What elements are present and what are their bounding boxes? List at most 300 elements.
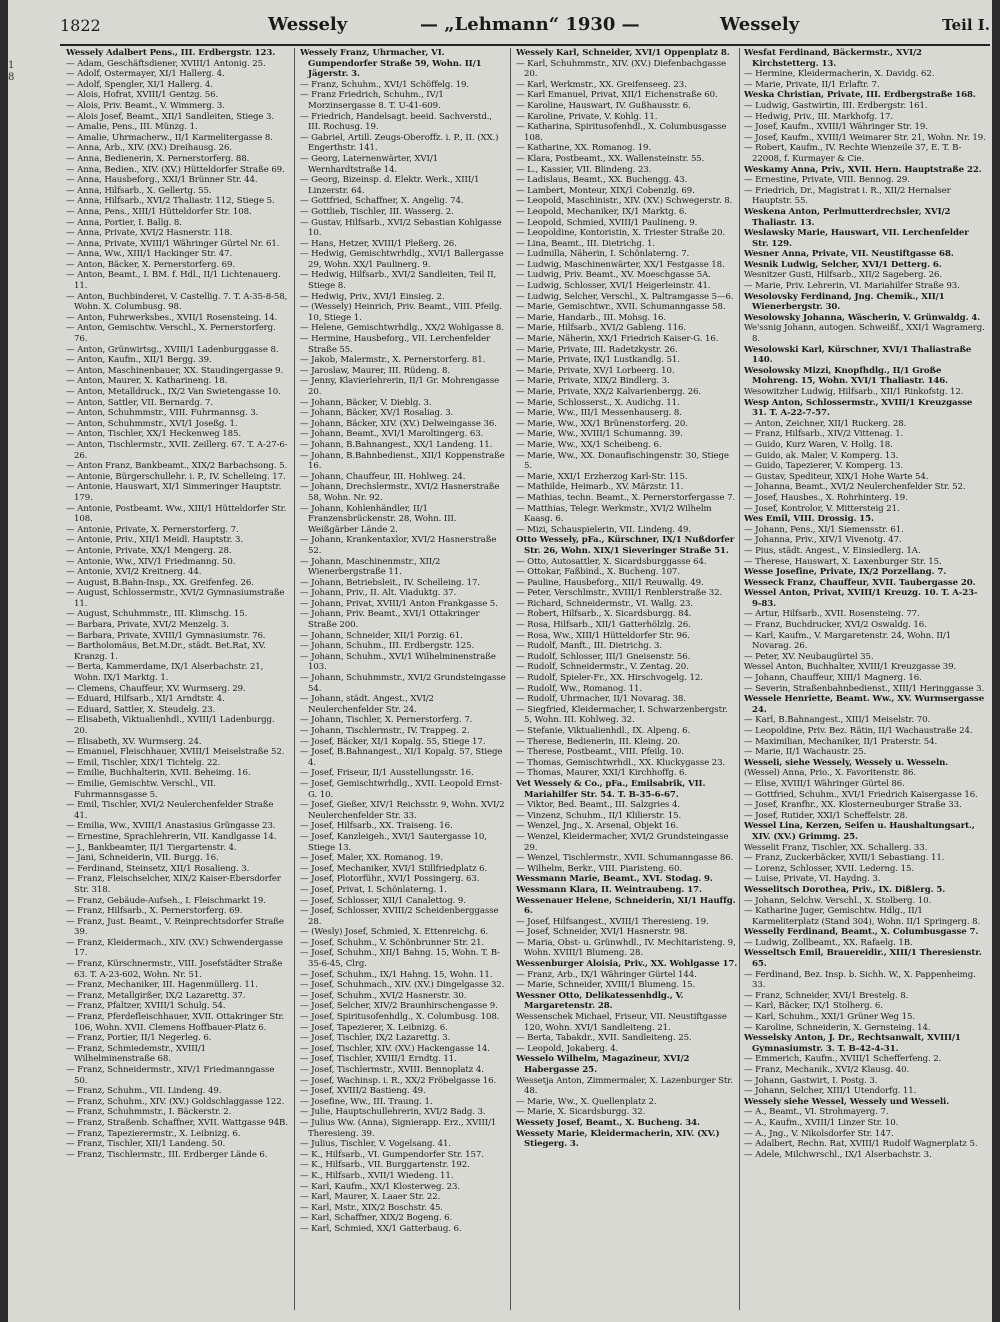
directory-entry: — Karoline, Hauswart, IV. Gußhausstr. 6. bbox=[516, 100, 691, 111]
directory-entry: — Johann, Pens., XI/1 Siemensstr. 61. bbox=[744, 524, 904, 535]
directory-entry: — Rosa, Ww., XIII/1 Hütteldorfer Str. 96. bbox=[516, 630, 690, 641]
directory-entry: Wessenschek Michael, Friseur, VII. Neustiftgasse 120, Wohn. XVI/1 Sandleiteng. 21. bbox=[516, 1012, 727, 1033]
directory-entry: — Rudolf, Ww., Romanog. 11. bbox=[516, 683, 643, 694]
directory-entry: — J., Bankbeamter, II/1 Tiergartenstr. 4. bbox=[66, 842, 237, 853]
directory-entry: — Eduard, Sattler, X. Steudelg. 23. bbox=[66, 704, 216, 715]
directory-entry: — Josef, Hilfsangest., XVIII/1 Theresieng. 19. bbox=[516, 916, 709, 927]
directory-entry: — Pauline, Hausbeforg., XII/1 Reuwallg. 49. bbox=[516, 577, 704, 588]
directory-entry: — Marie, Private, III. Radetzkystr. 26. bbox=[516, 344, 678, 355]
directory-entry: — Anton, Tischlermstr., XVII. Zeillerg. 67. T. A-27-6-26. bbox=[66, 439, 288, 461]
page-header bbox=[60, 14, 990, 42]
directory-entry: Wesfat Ferdinand, Bäckermstr., XVI/2 Kirchstetterg. 13. bbox=[744, 48, 922, 69]
directory-entry: — Karl, Kaufm., V. Margaretenstr. 24, Wohn. II/1 Novarag. 26. bbox=[744, 630, 952, 652]
directory-entry: — Wenzel, Tischlermstr., XVII. Schumanngasse 86. bbox=[516, 853, 734, 864]
directory-entry: — Marie, Private, II/1 Erlaftr. 7. bbox=[744, 79, 880, 90]
directory-entry: — Emilia, Ww., XVIII/1 Anastasius Grüngasse 23. bbox=[66, 821, 276, 832]
directory-entry: — Marie, II/1 Wachaustr. 25. bbox=[744, 747, 867, 758]
directory-entry: — Anna, Hausbeforg., XXI/1 Brünner Str. 44. bbox=[66, 175, 258, 186]
running-name-right: Wessely bbox=[720, 14, 800, 35]
directory-entry: — Johann, Bäcker, XV/1 Rosaliag. 3. bbox=[300, 408, 454, 419]
directory-entry: — Anton, Schuhmmstr., VIII. Fuhrmannsg. 3. bbox=[66, 408, 259, 419]
directory-entry: — Josef, Kranfhr., XX. Klosterneuburger Straße 33. bbox=[744, 800, 962, 811]
running-name-left: Wessely bbox=[268, 14, 348, 35]
directory-entry: — Josef, Wachinsp. i. R., XX/2 Fröbelgasse 16. bbox=[300, 1075, 497, 1086]
directory-entry: — Anna, Hilfsarb., XVI/2 Thaliastr. 112, Stiege 5. bbox=[66, 196, 275, 207]
directory-entry: — K., Hilfsarb., VII. Burggartenstr. 192. bbox=[300, 1160, 470, 1171]
directory-entry: — Franz, Portier, II/1 Negerleg. 6. bbox=[66, 1033, 212, 1044]
directory-entry: — Gustav, Spediteur, XIX/1 Hohe Warte 54. bbox=[744, 471, 929, 482]
directory-entry: — Antonie, Ww., XIV/1 Friedmanng. 50. bbox=[66, 556, 236, 567]
directory-entry: Wessenauer Helene, Schneiderin, XI/1 Hauffg. 6. bbox=[516, 895, 736, 917]
directory-entry: — Anna, Bedien., XIV. (XV.) Hütteldorfer Straße 69. bbox=[66, 164, 285, 175]
directory-entry: Wesolovsky Ferdinand, Jng. Chemik., XII/1 Wienerbergstr. 30. bbox=[744, 291, 945, 313]
directory-entry: — Adam, Geschäftsdiener, XVIII/1 Antonig. 25. bbox=[66, 58, 266, 69]
directory-entry: We'ssnig Johann, autogen. Schweißf., XXI/1 Wagramerg. 8. bbox=[744, 323, 985, 345]
directory-entry: — (Wesly) Josef, Schmied, X. Ettenreichg. 6. bbox=[300, 927, 489, 938]
directory-entry: — Rudolf, Schlosser, III/1 Gneisenstr. 56. bbox=[516, 651, 691, 662]
directory-entry: — Hermine, Hausbeforg., VII. Lerchenfelder Straße 55. bbox=[300, 334, 491, 355]
directory-entry: — Johanna, Beamt., XVI/2 Neulerchenfelder Str. 52. bbox=[744, 482, 966, 493]
column-1 bbox=[66, 48, 288, 1310]
directory-entry: — Emilie, Gemischtw. Verschl., VII. Fuhrmannsgasse 5. bbox=[66, 778, 216, 800]
directory-entry: Wessenburger Aloisia, Priv., XX. Wohlgasse 17. bbox=[516, 959, 738, 970]
directory-entry: — Stefanie, Viktualienhdl., IX. Alpeng. 6. bbox=[516, 726, 691, 736]
directory-entry: — Franz, Schuhm., XVI/1 Schöffelg. 19. bbox=[300, 79, 469, 90]
directory-entry: — Antonie, Priv., XII/1 Meidl. Hauptstr. 3. bbox=[66, 535, 244, 546]
directory-entry: — Karl, Werkmstr., XX. Greifenseeg. 23. bbox=[516, 79, 687, 90]
directory-entry: — Guido, Kurz Waren, V. Hollg. 18. bbox=[744, 439, 893, 450]
directory-entry: — Mathilde, Heimarb., XV. Märzstr. 11. bbox=[516, 482, 684, 493]
directory-entry: — Lorenz, Schlosser, XVII. Lederng. 15. bbox=[744, 863, 914, 874]
directory-entry: — Ludwig, Selcher, Verschl., X. Paltramgasse 5—6. bbox=[516, 291, 734, 302]
directory-entry: — Johann, B.Bahnangest., XX/1 Landeng. 11. bbox=[300, 439, 493, 450]
directory-entry: — Karl, Schaffner, XIX/2 Bogeng. 6. bbox=[300, 1213, 453, 1224]
directory-entry: Wessely Karl, Schneider, XVI/1 Oppenplatz 8. bbox=[516, 48, 730, 58]
directory-entry: Wesse Josefine, Private, IX/2 Porzellang. 7. bbox=[744, 567, 947, 578]
directory-entry: — Franz, Arb., IX/1 Währinger Gürtel 144. bbox=[516, 969, 697, 980]
directory-entry: — Friedrich, Dr., Magistrat i. R., XII/2 Hernalser Hauptstr. 55. bbox=[744, 185, 951, 207]
directory-entry: — Anna, Hilfsarb., X. Gellertg. 55. bbox=[66, 185, 212, 196]
directory-entry: — Rudolf, Schneidermstr., V. Zentag. 20. bbox=[516, 662, 689, 673]
directory-entry: — Guido, ak. Maler, V. Komperg. 13. bbox=[744, 450, 899, 461]
directory-entry: — Franz, Schmiedemstr., XVIII/1 Wilhelminenstraße 68. bbox=[66, 1043, 206, 1065]
directory-entry: — Robert, Hilfsarb., X. Sicardsburgg. 84. bbox=[516, 609, 692, 620]
column-3 bbox=[516, 48, 738, 1310]
directory-entry: — Josef, Tischlermstr., XVIII. Bennoplatz 4. bbox=[300, 1065, 484, 1075]
directory-entry: — Josef, Maler, XX. Romanog. 19. bbox=[300, 853, 443, 864]
directory-entry: — Franz, Tischler, XII/1 Landeng. 50. bbox=[66, 1139, 226, 1150]
directory-entry: — Karl, Bäcker, IX/1 Stolherg. 6. bbox=[744, 1001, 883, 1012]
directory-entry: — Friedrich, Handelsagt. beeid. Sachverstd., III. Rochusg. 19. bbox=[300, 111, 493, 133]
directory-entry: — Johann, Schuhm., XVI/1 Wilhelminenstraße 103. bbox=[300, 651, 496, 673]
column-2 bbox=[300, 48, 506, 1310]
directory-entry: — A., Beamt., VI. Strohmayerg. 7. bbox=[744, 1107, 889, 1118]
directory-entry: — Therese, Postbeamt., VIII. Pfeilg. 10. bbox=[516, 747, 684, 758]
directory-entry: — Karoline, Private, V. Kohlg. 11. bbox=[516, 111, 658, 122]
directory-entry: — Wilhelm, Berkr., VIII. Piaristeng. 60. bbox=[516, 863, 683, 874]
directory-entry: — Leopoldine, Kontoristin, X. Triester Straße 20. bbox=[516, 228, 725, 239]
directory-entry: — Franz Friedrich, Schuhm., IV/1 Morzinsergasse 8. T. U-41-609. bbox=[300, 90, 444, 111]
directory-entry: Wesselsky Anton, J. Dr., Rechtsanwalt, XVIII/1 Gymnasiumstr. 3. T. B-42-4-31. bbox=[744, 1033, 961, 1054]
directory-entry: Wesnik Ludwig, Selcher, XVI/1 Detterg. 6. bbox=[744, 259, 942, 270]
directory-entry: — Robert, Kaufm., IV. Rechte Wienzeile 37, E. T. B-22008, f. Kurmayer & Cie. bbox=[744, 143, 962, 164]
directory-entry: Wessetja Anton, Zimmermaler, X. Lazenburger Str. 48. bbox=[516, 1075, 733, 1097]
directory-entry: — Berta, Kammerdame, IX/1 Alserbachstr. 21, Wohn. IX/1 Marktg. 1. bbox=[66, 662, 264, 684]
directory-entry: — Anton, Sattler, VII. Bernardg. 7. bbox=[66, 397, 213, 408]
directory-entry: Wessely Franz, Uhrmacher, VI. Gumpendorfer Straße 59, Wohn. II/1 Jägerstr. 3. bbox=[300, 48, 482, 80]
directory-entry: — Johann, Selchw. Verschl., X. Stolberg. 10. bbox=[744, 895, 932, 906]
directory-entry: — Josef, Schneider, XVI/1 Hasnerstr. 98. bbox=[516, 927, 688, 938]
directory-entry: — Elisabeth, Viktualienhdl., XVIII/1 Ladenburgg. 20. bbox=[66, 715, 275, 736]
directory-entry: — Elise, XVIII/1 Währinger Gürtel 86. bbox=[744, 778, 905, 789]
directory-entry: — Anna, Private, XVI/2 Hasnerstr. 118. bbox=[66, 228, 233, 239]
directory-entry: — Marie, Ww., X. Quellenplatz 2. bbox=[516, 1096, 657, 1107]
directory-entry: Wesp Anton, Schlossermstr., XVIII/1 Kreuzgasse 31. T. A-22-7-57. bbox=[744, 397, 973, 419]
directory-entry: — Marie, Handarb., III. Mohsg. 16. bbox=[516, 312, 667, 323]
directory-entry: — Thomas, Maurer, XXI/1 Kirchhoffg. 6. bbox=[516, 768, 687, 779]
directory-entry: — Franz, Mechanik., XVI/2 Klausg. 40. bbox=[744, 1065, 910, 1075]
directory-entry: — Josef, Kanzleigeh., XVI/1 Sautergasse 10, Stiege 13. bbox=[300, 831, 487, 853]
directory-entry: — Franz, Tischlermstr., III. Erdberger Lände 6. bbox=[66, 1149, 268, 1160]
directory-entry: — Johann, Beamt., XVI/1 Maroltingerg. 63. bbox=[300, 429, 484, 440]
directory-entry: — Ludwig, Zollbeamt., XX. Rafaelg. 1B. bbox=[744, 937, 913, 948]
directory-entry: — Richard, Schneidermstr., VI. Wallg. 23. bbox=[516, 598, 694, 609]
directory-entry: — Josef, Schuhmach., XIV. (XV.) Dingelgasse 32. bbox=[300, 980, 505, 991]
directory-entry: — Anton, Grünwirtsg., XVIII/1 Ladenburggasse 8. bbox=[66, 344, 279, 355]
directory-entry: — Antonie, Private, XX/1 Mengerg. 28. bbox=[66, 545, 232, 556]
directory-entry: — Rudolf, Manft., III. Dietrichg. 3. bbox=[516, 641, 662, 652]
directory-entry: Wes Emil, VIII. Drossig. 15. bbox=[744, 514, 874, 525]
directory-entry: — Karl, B.Bahnangest., XIII/1 Meiselstr. 70. bbox=[744, 715, 931, 726]
directory-entry: — Franz, Mechaniker, III. Hagenmüllerg. 11. bbox=[66, 980, 258, 991]
directory-entry: — Peter, XV. Neubaugürtel 35. bbox=[744, 651, 874, 662]
directory-entry: — Johann, Priv., II. Alt. Viaduktg. 37. bbox=[300, 588, 457, 599]
directory-entry: Wessel Lina, Kerzen, Seifen u. Haushaltungsart., XIV. (XV.) Grimmg. 25. bbox=[744, 821, 975, 842]
directory-entry: — Jakob, Malermstr., X. Pernerstorferg. 81. bbox=[300, 355, 486, 366]
directory-entry: — Hans, Hetzer, XVIII/1 Pleßerg. 26. bbox=[300, 238, 457, 249]
directory-entry: — Franz, Schuhmmstr., I. Bäckerstr. 2. bbox=[66, 1107, 232, 1118]
directory-entry: — Ladislaus, Beamt., XX. Buchengg. 43. bbox=[516, 175, 688, 186]
directory-entry: Wessner Otto, Delikatessenhdlg., V. Margaretenstr. 28. bbox=[516, 990, 684, 1012]
directory-entry: — Emmerich, Kaufm., XVIII/1 Schefferfeng. 2. bbox=[744, 1054, 942, 1065]
directory-entry: — Antonie, Private, X. Pernerstorferg. 7. bbox=[66, 524, 239, 535]
directory-entry: Weskamy Anna, Priv., XVII. Hern. Hauptstraße 22. bbox=[744, 164, 982, 175]
directory-entry: — Josef, Tapezierer, X. Leibnizg. 6. bbox=[300, 1022, 448, 1033]
directory-entry: — Franz, Metallgirßer, IX/2 Lazarettg. 37. bbox=[66, 990, 246, 1001]
directory-entry: — Gottlieb, Tischler, III. Wasserg. 2. bbox=[300, 206, 454, 217]
directory-entry: — Johann, Schuhm., III. Erdbergstr. 125. bbox=[300, 641, 475, 652]
directory-entry: — Franz, Gebäude-Aufseh., I. Fleischmarkt 19. bbox=[66, 895, 266, 906]
directory-entry: — Marie, Ww., XX. Donaufischingenstr. 30, Stiege 5. bbox=[516, 450, 729, 472]
directory-entry: — Severin, Straßenbahnbedienst., XIII/1 Heringgasse 3. bbox=[744, 683, 985, 694]
directory-entry: — Leopold, Mechaniker, IX/1 Marktg. 6. bbox=[516, 206, 687, 217]
directory-entry: — Alois, Hofrat, XVIII/1 Gentzg. 56. bbox=[66, 90, 219, 101]
directory-entry: — Johann, Tischlermstr., IV. Trappeg. 2. bbox=[300, 726, 470, 736]
directory-entry: — Johann, Priv. Beamt., XVI/1 Ottakringer Straße 200. bbox=[300, 609, 480, 631]
directory-entry: — Josef, Plotorführ., XVI/1 Possingerg. 63. bbox=[300, 874, 480, 885]
directory-entry: — Franz, Schuhm., XIV. (XV.) Goldschlaggasse 122. bbox=[66, 1096, 285, 1107]
directory-entry: — Anna, Portier, I. Ballg. 8. bbox=[66, 217, 182, 228]
directory-entry: — Anton, Beamt., I. BM. f. Hdl., II/1 Lichtenauerg. 11. bbox=[66, 270, 281, 292]
directory-entry: — Anton, Buchbinderei, V. Castellig. 7. T. A-35-8-58, Wohn. X. Columbusg. 98. bbox=[66, 291, 288, 313]
directory-entry: — Ferdinand, Bez. Insp. b. Sichh. W., X. Pappenheimg. 33. bbox=[744, 969, 976, 991]
directory-entry: Wessely siehe Wessel, Wessely und Wesseli. bbox=[744, 1096, 950, 1107]
directory-entry: — Franz, Kürschnermstr., VIII. Josefstädter Straße 63. T. A-23-602, Wohn. Nr. 51. bbox=[66, 959, 283, 980]
directory-entry: — August, Schuhmmstr., III. Klimschg. 15. bbox=[66, 609, 248, 620]
directory-entry: — Rosa, Hilfsarb., XII/1 Gatterhölzlg. 26. bbox=[516, 620, 691, 631]
directory-entry: Weska Christian, Private, III. Erdbergstraße 168. bbox=[744, 90, 976, 101]
directory-entry: — Berta, Tabakdr., XVII. Sandleiteng. 25. bbox=[516, 1033, 692, 1044]
directory-entry: Otto Wessely, pFa., Kürschner, IX/1 Nußdorfer Str. 26, Wohn. XIX/1 Sieveringer Straße 51. bbox=[516, 535, 735, 556]
directory-entry: — Emil, Tischler, XIX/1 Tichtelg. 22. bbox=[66, 757, 221, 768]
directory-entry: — Josef, Tischler, IX/2 Lazarettg. 3. bbox=[300, 1033, 451, 1044]
directory-entry: Wesseck Franz, Chauffeur, XVII. Taubergasse 20. bbox=[744, 577, 976, 588]
directory-entry: — Clemens, Chauffeur, XV. Wurmserg. 29. bbox=[66, 683, 246, 694]
directory-entry: — Amalie, Uhrmacherw., II/1 Karmelitergasse 8. bbox=[66, 132, 273, 143]
column-divider bbox=[739, 48, 740, 1310]
directory-entry: — Anton, Kaufm., XII/1 Bergg. 39. bbox=[66, 355, 212, 366]
directory-entry: — Guido, Tapezierer, V. Komperg. 13. bbox=[744, 461, 903, 472]
directory-entry: — Ludwig, Schlosser, XVI/1 Heigerleinstr. 41. bbox=[516, 281, 711, 292]
directory-page bbox=[8, 0, 992, 1322]
directory-entry: — Maria, Obst- u. Grünwhdl., IV. Mechitaristeng. 9, Wohn. XVIII/1 Blumeng. 28. bbox=[516, 937, 736, 959]
directory-entry: — Wenzel, Jng., X. Arsenal, Objekt 16. bbox=[516, 821, 679, 832]
directory-entry: — Jani, Schneiderin, VII. Burgg. 16. bbox=[66, 853, 219, 864]
directory-entry: — Josef, Tischler, XIV. (XV.) Hackengasse 14. bbox=[300, 1043, 490, 1054]
directory-entry: Wessel Anton, Privat, XVIII/1 Kreuzg. 10. T. A-23-9-83. bbox=[744, 588, 978, 609]
directory-entry: — Josef, Kontrolor, V. Mittersteig 21. bbox=[744, 503, 900, 514]
directory-entry: — Josef, XVIII/2 Bastieng. 49. bbox=[300, 1086, 426, 1097]
directory-entry: — Marie, Private, XX/2 Kalvarienbergg. 26. bbox=[516, 387, 701, 397]
directory-entry: — Barbara, Private, XVIII/1 Gymnasiumstr. 76. bbox=[66, 630, 266, 641]
directory-entry: — Jenny, Klavierlehrerin, II/1 Gr. Mohrengasse 20. bbox=[300, 376, 500, 397]
directory-entry: — Anton Franz, Bankbeamt., XIX/2 Barbachsong. 5. bbox=[66, 461, 288, 472]
directory-entry: — Leopold, Maschinistr., XIV. (XV.) Schwegerstr. 8. bbox=[516, 196, 733, 207]
directory-entry: — Maximilian, Mechaniker, II/1 Praterstr. 54. bbox=[744, 736, 938, 747]
directory-entry: — Hedwig, Hilfsarb., XVI/2 Sandleiten, Teil II, Stiege 8. bbox=[300, 270, 497, 292]
directory-entry: — Marie, Private, IX/1 Lustkandlg. 51. bbox=[516, 355, 680, 366]
directory-entry: — L., Kassier, VII. Blindeng. 23. bbox=[516, 164, 652, 175]
directory-entry: — Marie, Private, XV/1 Lorbeerg. 10. bbox=[516, 365, 675, 376]
directory-entry: Wessmann Marie, Beamt., XVI. Stodag. 9. bbox=[516, 874, 713, 885]
directory-entry: — Franz, Schneidermstr., XIV/1 Friedmanngasse 50. bbox=[66, 1065, 275, 1086]
directory-entry: — Karl, Schuhmmstr., XIV. (XV.) Diefenbachgasse 20. bbox=[516, 58, 727, 80]
directory-entry: — Johann, Maschinenmstr., XII/2 Wienerbergstraße 11. bbox=[300, 556, 441, 578]
directory-entry: — Johann, städt. Angest., XVI/2 Neulerchenfelder Str. 24. bbox=[300, 694, 434, 715]
directory-entry: — Jaroslaw, Maurer, III. Rüdeng. 8. bbox=[300, 365, 450, 376]
directory-entry: — Marie, XXI/1 Erzherzog Karl-Str. 115. bbox=[516, 471, 688, 482]
directory-entry: Wesnitzer Gusti, Hilfsarb., XII/2 Sageberg. 26. bbox=[744, 270, 943, 281]
directory-entry: — Anton, Maschinenbauer, XX. Staudingergasse 9. bbox=[66, 365, 284, 376]
directory-entry: — Marie, Schneider, XVIII/1 Blumeng. 15. bbox=[516, 980, 696, 991]
directory-entry: — Josef, Gießer, XIV/1 Reichsstr. 9, Wohn. XVI/2 Neulerchenfelder Str. 33. bbox=[300, 800, 505, 821]
directory-entry: Wessety Marie, Kleidermacherin, XIV. (XV.) Stiegerg. 3. bbox=[516, 1128, 720, 1150]
directory-entry: — Elisabeth, XV. Wurmserg. 24. bbox=[66, 736, 202, 747]
directory-entry: — Marie, Priv. Lehrerin, VI. Mariahilfer Straße 93. bbox=[744, 281, 960, 292]
directory-entry: — Gottfried, Schaffner, X. Angelig. 74. bbox=[300, 196, 464, 207]
directory-entry: — August, Schlossermstr., XVI/2 Gymnasiumstraße 11. bbox=[66, 588, 285, 609]
directory-entry: — Josef, Friseur, II/1 Ausstellungsstr. 16. bbox=[300, 768, 474, 779]
directory-entry: — Therese, Bedienerin, III. Kleing. 20. bbox=[516, 736, 680, 747]
directory-entry: — Anna, Ww., XIII/1 Hackinger Str. 47. bbox=[66, 249, 233, 260]
directory-entry: Vet Wessely & Co., pFa., Emilsabrik, VII. Mariahilfer Str. 54. T. B-35-6-67. bbox=[516, 778, 706, 800]
directory-entry: Wessele Henriette, Beamt. Ww., XV. Wurmsergasse 24. bbox=[744, 694, 985, 715]
directory-entry: — Hedwig, Priv., III. Markhofg. 17. bbox=[744, 111, 894, 122]
directory-entry: — Antonie, Bürgerschullehr. i. P., IV. Schelleing. 17. bbox=[66, 471, 286, 482]
directory-entry: — Rudolf, Spieler-Fr., XX. Hirschvogelg. 12. bbox=[516, 673, 703, 684]
directory-entry: — Anna, Arb., XIV. (XV.) Dreihausg. 26. bbox=[66, 143, 233, 154]
directory-entry: — Johann, Chauffeur, III. Hohlweg. 24. bbox=[300, 471, 466, 482]
directory-entry: — Franz, Tapezierermstr., X. Leibnizg. 6. bbox=[66, 1128, 241, 1139]
directory-entry: — Franz, Schneider, XVI/1 Brestelg. 8. bbox=[744, 990, 909, 1001]
directory-entry: — Marie, Näherin, XX/1 Friedrich Kaiser-G. 16. bbox=[516, 334, 719, 345]
directory-entry: — Lina, Beamt., III. Dietrichg. 1. bbox=[516, 238, 656, 249]
directory-entry: — Ludmilla, Näherin, I. Schönlaterng. 7. bbox=[516, 249, 690, 260]
directory-entry: — Emilie, Buchhalterin, XVII. Beheimg. 16. bbox=[66, 768, 251, 779]
directory-entry: — Josef, Gemischtwrhdlg., XVII. Leopold Ernst-G. 10. bbox=[300, 778, 503, 800]
directory-entry: Wesseltsch Emil, Brauereidir., XIII/1 Theresienstr. 65. bbox=[744, 948, 982, 970]
directory-entry: — Katharine Juger, Gemischtw. Hdlg., II/1 Karmeliterplatz (Stand 304), Wohn. II/1 Springerg. 8. bbox=[744, 906, 981, 927]
header-rule bbox=[60, 44, 990, 46]
directory-entry: — Bartholomäus, Bet.M.Dr., städt. Bet.Rat, XV. Kranzg. 1. bbox=[66, 641, 266, 662]
directory-entry: — Josef, Schuhm., V. Schönbrunner Str. 21. bbox=[300, 937, 485, 948]
directory-entry: Wesolowski Karl, Kürschner, XVI/1 Thaliastraße 140. bbox=[744, 344, 972, 366]
directory-entry: — Johann, Schuhmmstr., XVI/2 Grundsteingasse 54. bbox=[300, 673, 506, 694]
directory-entry: — Vinzenz, Schuhm., II/1 Klilierstr. 15. bbox=[516, 810, 682, 821]
directory-entry: — Franz, Zuckerbäcker, XVII/1 Sebastiang. 11. bbox=[744, 853, 945, 864]
directory-entry: — Anna, Private, XVIII/1 Währinger Gürtel Nr. 61. bbox=[66, 238, 280, 249]
directory-entry: — Anton, Metalldruck., IX/2 Van Swietengasse 10. bbox=[66, 387, 281, 397]
directory-entry: — Antonie, XVI/2 Kreitnerg. 44. bbox=[66, 567, 202, 578]
directory-entry: — Franz, Hilfsarb., XIV/2 Vittenag. 1. bbox=[744, 429, 904, 440]
directory-entry: — Josef, Schuhm., XII/1 Bahng. 15, Wohn. T. B-35-6-45, Clrg. bbox=[300, 948, 500, 970]
directory-entry: — Franz, Pfaltzer, XVIII/1 Schulg. 54. bbox=[66, 1001, 226, 1012]
directory-entry: — Anton, Schuhmmstr., XVI/1 Joseßg. 1. bbox=[66, 418, 238, 429]
directory-entry: — Karoline, Schneiderin, X. Gernsteing. 14. bbox=[744, 1022, 931, 1033]
directory-entry: — Josef, Bäcker, XI/1 Kopalg. 55, Stiege 17. bbox=[300, 736, 486, 747]
directory-entry: — Gottfried, Schuhm., XVI/1 Friedrich Kaisergasse 16. bbox=[744, 789, 978, 800]
directory-entry: — Marie, Gemischtwr., XVII. Schumanngasse 58. bbox=[516, 302, 726, 313]
directory-entry: — Karl, Maurer, X. Laaer Str. 22. bbox=[300, 1192, 441, 1203]
directory-entry: — Anton, Bäcker, X. Pernerstorferg. 69. bbox=[66, 259, 236, 270]
directory-entry: — Wenzel, Kleidermacher, XVI/2 Grundsteingasse 29. bbox=[516, 831, 729, 853]
directory-entry: — Johann, Drechslermstr., XVI/2 Hasnerstraße 58, Wohn. Nr. 92. bbox=[300, 482, 500, 503]
directory-entry: — Thomas, Gemischtwrhdl., XX. Kluckygasse 23. bbox=[516, 757, 726, 768]
directory-entry: — Siegfried, Kleidermacher, I. Schwarzenbergstr. 5, Wohn. III. Kohlweg. 32. bbox=[516, 704, 728, 726]
directory-entry: — Ottokar, Faßbind., X. Bucheng. 107. bbox=[516, 567, 680, 578]
directory-entry: — Ernestine, Sprachlehrerin, VII. Kandlgasse 14. bbox=[66, 831, 277, 842]
directory-entry: Wesner Anna, Private, VII. Neustiftgasse 68. bbox=[744, 249, 954, 260]
directory-entry: — Josef, Tischler, XVIII/1 Erndtg. 11. bbox=[300, 1054, 457, 1065]
directory-entry: — Franz, Pferdefleischhauer, XVII. Ottakringer Str. 106, Wohn. XVII. Clemens Hoffbauer-Platz 6. bbox=[66, 1012, 285, 1033]
directory-entry: — Karl Emanuel, Privat, XII/1 Eichenstraße 60. bbox=[516, 90, 718, 101]
directory-entry: — Karl, Mstr., XIX/2 Boschstr. 45. bbox=[300, 1202, 443, 1213]
directory-entry: — Johann, Chauffeur, XIII/1 Magnerg. 16. bbox=[744, 673, 922, 684]
directory-entry: — Marie, Ww., XX/1 Scheibeng. 6. bbox=[516, 439, 662, 450]
directory-entry: — Mizi, Schauspielerin, VII. Lindeng. 49. bbox=[516, 524, 692, 535]
directory-entry: — Marie, Schlosserst., X. Audichg. 11. bbox=[516, 397, 680, 408]
directory-entry: — Josef, Spiritusofenhdlg., X. Columbusg. 108. bbox=[300, 1012, 500, 1023]
directory-entry: — Luise, Private, VI. Haydng. 3. bbox=[744, 874, 881, 885]
directory-entry: — Josef, Schuhm., IX/1 Hahng. 15, Wohn. 11. bbox=[300, 969, 493, 980]
directory-entry: Wessety Josef, Beamt., X. Bucheng. 34. bbox=[516, 1117, 700, 1128]
directory-entry: — Adolf, Spengler, XI/1 Hallerg. 4. bbox=[66, 79, 213, 90]
directory-entry: — Antonie, Postbeamt. Ww., XIII/1 Hütteldorfer Str. 108. bbox=[66, 503, 287, 525]
directory-entry: — Rudolf, Uhrmacher, II/1 Novarag. 38. bbox=[516, 694, 686, 705]
directory-entry: — Johann, Bäcker, V. Dieblg. 3. bbox=[300, 397, 432, 408]
directory-entry: — Josef, Privat, I. Schönlaterng. 1. bbox=[300, 884, 447, 895]
directory-entry: — Alois, Priv. Beamt., V. Wimmerg. 3. bbox=[66, 100, 225, 111]
directory-entry: — Artur, Hilfsarb., XVII. Rosensteing. 77. bbox=[744, 609, 920, 620]
directory-entry: Wessel Anton, Buchhalter, XVIII/1 Kreuzgasse 39. bbox=[744, 662, 957, 673]
page-title: — „Lehmann“ 1930 — bbox=[420, 14, 640, 35]
directory-entry: — Anton, Zeichner, XII/1 Ruckerg. 28. bbox=[744, 418, 907, 429]
directory-entry: — Viktor, Bed. Beamt., III. Salzgries 4. bbox=[516, 800, 680, 811]
directory-entry: — Anton, Fuhrwerksbes., XVII/1 Rosensteing. 14. bbox=[66, 312, 278, 323]
column-4 bbox=[744, 48, 986, 1310]
margin-mark: 1 8 bbox=[8, 60, 15, 83]
directory-entry: — Emil, Tischler, XVI/2 Neulerchenfelder Straße 41. bbox=[66, 800, 274, 821]
directory-entry: — Leopoldine, Priv. Bez. Rätin, II/1 Wachaustraße 24. bbox=[744, 726, 973, 736]
directory-entry: Wesselit Franz, Tischler, XX. Schallerg. 33. bbox=[744, 842, 928, 853]
directory-entry: — Franz, Straßenb. Schaffner, XVII. Wattgasse 94B. bbox=[66, 1117, 288, 1128]
directory-entry: — Ludwig, Maschinenwärter, XX/1 Festgasse 18. bbox=[516, 259, 725, 270]
directory-entry: — Anton, Maurer, X. Katharineng. 18. bbox=[66, 376, 228, 387]
directory-entry: — Franz, Hilfsarb., X. Pernerstorferg. 69. bbox=[66, 906, 243, 917]
directory-entry: — Gabriel, Artill. Zeugs-Oberoffz. i. P., II. (XX.) Engerthstr. 141. bbox=[300, 132, 499, 154]
directory-entry: — Karl, Kaufm., XX/1 Klosterweg. 23. bbox=[300, 1181, 460, 1192]
directory-entry: — Matthias, Telegr. Werkmstr., XVI/2 Wilhelm Kaasg. 6. bbox=[516, 503, 712, 525]
directory-entry: — Leopold, Jokaberg. 4. bbox=[516, 1043, 619, 1054]
page-number: 1822 bbox=[60, 16, 101, 35]
part-label: Teil I. bbox=[942, 16, 990, 34]
directory-entry: — Hedwig, Gemischtwrhdlg., XVI/1 Ballergasse 29, Wohn. XX/1 Paulinerg. 9. bbox=[300, 249, 504, 270]
directory-entry: — Johann, Gastwirt, I. Postg. 3. bbox=[744, 1075, 878, 1086]
directory-entry: — Lambert, Monteur, XIX/1 Cobenzlg. 69. bbox=[516, 185, 695, 196]
directory-entry: — Adele, Milchwrschl., IX/1 Alserbachstr. 3. bbox=[744, 1149, 932, 1160]
directory-entry: — Johann, Krankentaxlor, XVI/2 Hasnerstraße 52. bbox=[300, 535, 497, 556]
directory-entry: — Franz, Just. Beamt., V. Reinprechtsdorfer Straße 39. bbox=[66, 916, 284, 938]
directory-entry: — Johanna, Priv., XIV/1 Vivenotg. 47. bbox=[744, 535, 902, 546]
directory-entry: — Marie, Ww., XX/1 Brünenstorferg. 20. bbox=[516, 418, 688, 429]
directory-entry: — Ludwig, Priv. Beamt., XV. Moeschgasse 5A. bbox=[516, 270, 711, 281]
directory-entry: — Mathias, techn. Beamt., X. Pernerstorfergasse 7. bbox=[516, 492, 736, 503]
directory-entry: Wessely Adalbert Pens., III. Erdbergstr. 123. bbox=[66, 48, 276, 58]
directory-entry: — Josef, Rutider, XXI/1 Scheffelstr. 28. bbox=[744, 810, 908, 821]
directory-entry: — A., Kaufm., XVIII/1 Linzer Str. 10. bbox=[744, 1117, 899, 1128]
directory-entry: Wesowitzher Ludwig, Hilfsarb., XII/1 Rinkofstg. 12. bbox=[744, 387, 964, 397]
directory-entry: — Johann, Kohlenhändler, II/1 Franzensbrückenstr. 28, Wohn. III. Weißgärber Lände 2. bbox=[300, 503, 457, 535]
directory-entry: — Franz, Kleidermach., XIV. (XV.) Schwendergasse 17. bbox=[66, 937, 283, 959]
directory-entry: — Josef, Schlosser, XVIII/2 Scheidenberggasse 28. bbox=[300, 906, 499, 927]
directory-entry: — Johann, Schneider, XII/1 Porzig. 61. bbox=[300, 630, 463, 641]
column-divider bbox=[294, 48, 295, 1310]
directory-entry: — Helene, Gemischtwrhdlg., XX/2 Wohlgasse 8. bbox=[300, 323, 504, 334]
directory-entry: — Josef, Kaufm., XVIII/1 Weimarer Str. 21, Wohn. Nr. 19. bbox=[744, 132, 986, 143]
directory-entry: — Franz, Fleischselcher, XIX/2 Kaiser-Ebersdorfer Str. 318. bbox=[66, 874, 281, 895]
directory-entry: — Alois Josef, Beamt., XII/1 Sandleiten, Stiege 3. bbox=[66, 111, 274, 122]
directory-entry: — Josefine, Ww., III. Traung. 1. bbox=[300, 1096, 433, 1107]
directory-entry: — Ferdinand, Steinsetz, XII/1 Rosalieng. 3. bbox=[66, 863, 250, 874]
directory-entry: — Josef, Schuhm., XVI/2 Hasnerstr. 30. bbox=[300, 990, 467, 1001]
directory-entry: — Franz, Schuhm., VII. Lindeng. 49. bbox=[66, 1086, 222, 1097]
directory-entry: (Wessel) Anna, Prio., X. Favoritenstr. 86. bbox=[744, 768, 917, 779]
directory-entry: — Emanuel, Fleischhauer, XVIII/1 Meiselstraße 52. bbox=[66, 747, 285, 758]
directory-entry: — Hedwig, Priv., XVI/1 Einsieg. 2. bbox=[300, 291, 445, 302]
directory-entry: — Johann, Privat, XVIII/1 Anton Frankgasse 5. bbox=[300, 598, 498, 609]
directory-entry: — Katharine, XX. Romanog. 19. bbox=[516, 143, 651, 154]
directory-entry: — Leopold, Schmied, XVIII/1 Paulineng. 9. bbox=[516, 217, 698, 228]
